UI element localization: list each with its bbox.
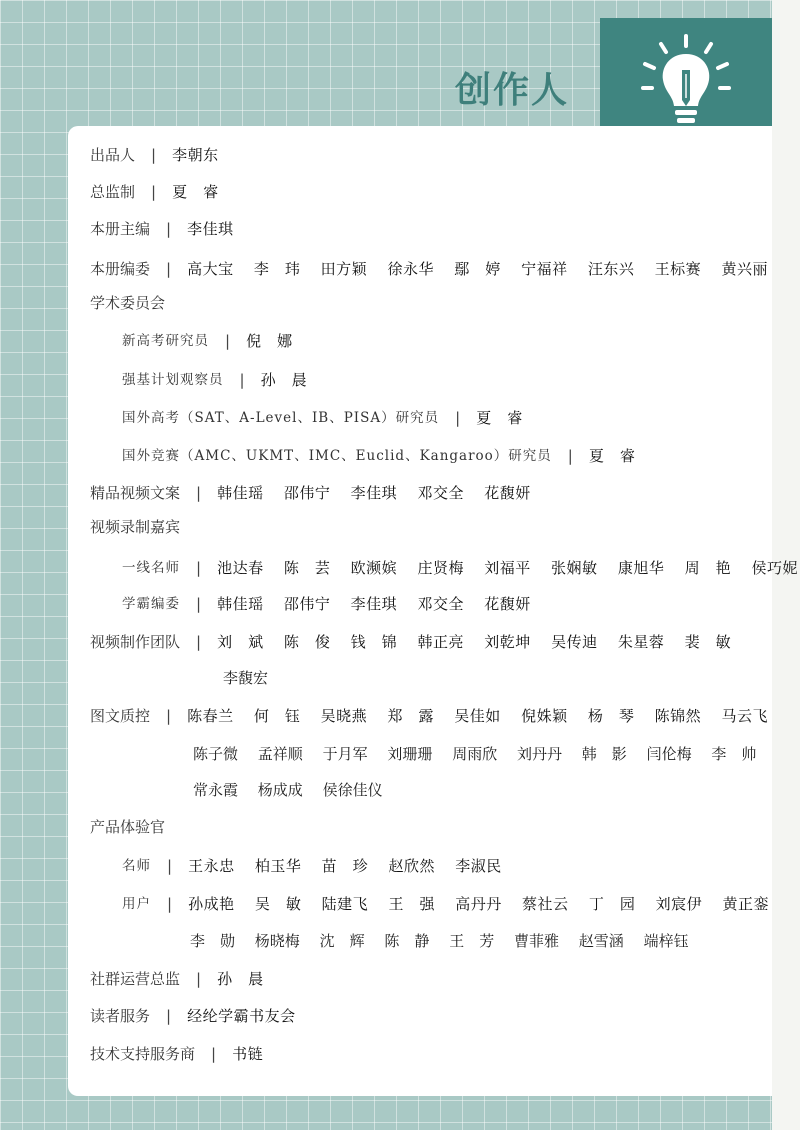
person-name: 杨成成 [257, 781, 303, 799]
person-name: 侯巧妮 [751, 559, 798, 577]
page-title: 创作人 [455, 70, 570, 111]
person-name: 孙成艳 [188, 895, 235, 913]
credit-value: 倪 娜 [246, 332, 293, 350]
person-name: 陈锦然 [654, 707, 702, 725]
person-name: 韩佳瑶 [217, 484, 264, 502]
person-name: 钱 锦 [350, 633, 398, 651]
separator: | [166, 1007, 172, 1025]
credit-product-testers [90, 816, 165, 838]
person-name: 杨晓梅 [254, 932, 300, 950]
credit-label: 出品人 [90, 146, 136, 164]
section-label: 产品体验官 [90, 818, 166, 836]
person-name: 倪姝颖 [521, 707, 568, 725]
credit-video-script [90, 482, 546, 504]
credit-value: 李佳琪 [187, 220, 234, 238]
separator: | [455, 409, 461, 427]
credit-label: 本册编委 [90, 260, 151, 278]
person-name: 陈子微 [193, 745, 239, 763]
credit-gaokao-researcher [122, 330, 293, 352]
person-name: 邓交全 [417, 484, 464, 502]
credit-top-teachers [122, 557, 800, 579]
person-name: 张娴敏 [551, 559, 598, 577]
credit-label: 一线名师 [122, 560, 180, 576]
credit-top-students [122, 593, 546, 615]
person-name: 花馥妍 [484, 484, 531, 502]
person-name: 裴 敏 [684, 633, 732, 651]
credit-tester-teachers [122, 855, 517, 877]
credit-label: 总监制 [90, 183, 136, 201]
person-name: 吴传迪 [551, 633, 598, 651]
person-name: 杨 琴 [587, 707, 635, 725]
credit-value: 经纶学霸书友会 [187, 1007, 296, 1025]
person-name: 高大宝 [187, 260, 234, 278]
credit-label: 视频制作团队 [90, 633, 181, 651]
separator: | [196, 484, 202, 502]
credit-tech-support [90, 1043, 263, 1065]
separator: | [196, 595, 202, 613]
name-list-continued [190, 930, 704, 952]
credit-value: 夏 睿 [476, 409, 523, 427]
person-name: 李 勋 [190, 932, 236, 950]
separator: | [196, 970, 202, 988]
person-name: 邵伟宁 [283, 484, 331, 502]
credit-label: 精品视频文案 [90, 484, 181, 502]
credit-supervisor [90, 181, 219, 203]
person-name: 花馥妍 [484, 595, 531, 613]
credit-value: 孙 晨 [217, 970, 264, 988]
separator: | [151, 183, 157, 201]
credit-value: 夏 睿 [588, 447, 636, 465]
credit-value: 夏 睿 [172, 183, 219, 201]
person-name: 邓交全 [417, 595, 464, 613]
name-list [188, 855, 517, 877]
section-label: 学术委员会 [90, 294, 166, 312]
person-name: 端梓钰 [643, 932, 689, 950]
person-name: 李佳琪 [350, 484, 398, 502]
separator: | [196, 559, 202, 577]
credit-community-director [90, 968, 264, 990]
name-list [217, 557, 800, 579]
person-name: 黄兴丽 [721, 260, 768, 278]
person-name: 徐永华 [387, 260, 434, 278]
name-list-continued [193, 743, 771, 765]
credit-tester-users [122, 893, 784, 915]
credit-producer [90, 144, 219, 166]
person-name: 苗 珍 [321, 857, 369, 875]
person-name: 李 帅 [711, 745, 757, 763]
separator: | [239, 371, 245, 389]
separator: | [225, 332, 231, 350]
separator: | [211, 1045, 217, 1063]
person-name: 刘丹丹 [516, 745, 562, 763]
person-name: 韩佳瑶 [217, 595, 264, 613]
name-list-continued [193, 779, 398, 801]
credit-label: 图文质控 [90, 707, 151, 725]
person-name: 高丹丹 [455, 895, 502, 913]
separator: | [167, 895, 173, 913]
separator: | [167, 857, 173, 875]
person-name: 刘珊珊 [387, 745, 433, 763]
person-name: 陈春兰 [187, 707, 234, 725]
credit-label: 技术支持服务商 [90, 1045, 196, 1063]
person-name: 康旭华 [617, 559, 665, 577]
separator: | [196, 633, 202, 651]
credit-video-guests [90, 516, 180, 538]
credit-quality-control [90, 705, 783, 727]
person-name: 李佳琪 [350, 595, 398, 613]
name-list [188, 893, 784, 915]
person-name: 汪东兴 [587, 260, 635, 278]
credit-label: 新高考研究员 [122, 333, 209, 349]
separator: | [151, 146, 157, 164]
lightbulb-pencil-icon [621, 30, 751, 134]
person-name: 欧濒嫔 [350, 559, 398, 577]
person-name: 闫伦梅 [646, 745, 692, 763]
credit-value: 李朝东 [172, 146, 219, 164]
credit-foreign-exam-researcher [122, 407, 523, 429]
separator: | [166, 707, 172, 725]
person-name: 刘宸伊 [655, 895, 703, 913]
person-name: 周雨欣 [452, 745, 498, 763]
person-name: 何 钰 [253, 707, 301, 725]
name-list [217, 631, 746, 653]
person-name: 王 强 [388, 895, 435, 913]
person-name: 沈 辉 [319, 932, 365, 950]
person-name: 常永霞 [193, 781, 239, 799]
credit-editorial-board [90, 258, 783, 280]
person-name: 王标赛 [654, 260, 702, 278]
separator: | [567, 447, 573, 465]
person-name: 黄正銮 [722, 895, 769, 913]
person-name: 曹菲雅 [513, 932, 559, 950]
credit-chief-editor [90, 218, 234, 240]
person-name: 侯徐佳仪 [322, 781, 383, 799]
person-name: 王永忠 [188, 857, 235, 875]
person-name: 邵伟宁 [283, 595, 331, 613]
separator: | [166, 260, 172, 278]
person-name: 于月军 [322, 745, 368, 763]
person-name: 李 玮 [253, 260, 301, 278]
person-name: 李淑民 [455, 857, 502, 875]
person-name: 吴佳如 [454, 707, 501, 725]
name-list-continued [223, 667, 283, 689]
person-name: 柏玉华 [254, 857, 302, 875]
person-name: 庄贤梅 [417, 559, 464, 577]
credit-strong-base-observer [122, 369, 307, 391]
person-name: 刘 斌 [217, 633, 264, 651]
credit-value: 书链 [232, 1045, 264, 1063]
name-list [187, 258, 783, 280]
credit-label: 本册主编 [90, 220, 151, 238]
person-name: 池达春 [217, 559, 264, 577]
person-name: 朱星蓉 [617, 633, 665, 651]
credit-reader-service [90, 1005, 296, 1027]
person-name: 刘乾坤 [484, 633, 531, 651]
person-name: 鄢 婷 [454, 260, 501, 278]
person-name: 丁 园 [588, 895, 636, 913]
person-name: 韩正亮 [417, 633, 464, 651]
credit-foreign-contest-researcher [122, 445, 635, 467]
credit-label: 国外高考（SAT、A-Level、IB、PISA）研究员 [122, 410, 440, 426]
name-list [217, 482, 546, 504]
person-name: 周 艳 [684, 559, 732, 577]
person-name: 韩 影 [581, 745, 627, 763]
name-list [217, 593, 546, 615]
person-name: 吴 敏 [254, 895, 302, 913]
credit-label: 强基计划观察员 [122, 372, 224, 388]
credit-label: 读者服务 [90, 1007, 151, 1025]
separator: | [166, 220, 172, 238]
person-name: 赵欣然 [388, 857, 435, 875]
credit-label: 国外竞赛（AMC、UKMT、IMC、Euclid、Kangaroo）研究员 [122, 448, 552, 464]
person-name: 吴晓燕 [320, 707, 368, 725]
person-name: 马云飞 [721, 707, 768, 725]
name-list [187, 705, 783, 727]
person-name: 陈 俊 [283, 633, 331, 651]
credit-video-team [90, 631, 746, 653]
person-name: 李馥宏 [223, 669, 269, 687]
credit-label: 用户 [122, 896, 151, 912]
person-name: 刘福平 [484, 559, 531, 577]
section-label: 视频录制嘉宾 [90, 518, 181, 536]
person-name: 蔡社云 [522, 895, 569, 913]
credit-label: 名师 [122, 858, 151, 874]
credit-label: 社群运营总监 [90, 970, 181, 988]
person-name: 郑 露 [387, 707, 434, 725]
credit-label: 学霸编委 [122, 596, 180, 612]
person-name: 宁福祥 [521, 260, 568, 278]
person-name: 陆建飞 [321, 895, 369, 913]
person-name: 王 芳 [449, 932, 495, 950]
person-name: 孟祥顺 [257, 745, 303, 763]
person-name: 赵雪涵 [578, 932, 624, 950]
credit-academic-committee [90, 292, 165, 314]
person-name: 陈 静 [384, 932, 430, 950]
credit-value: 孙 晨 [260, 371, 308, 389]
person-name: 陈 芸 [283, 559, 331, 577]
person-name: 田方颖 [320, 260, 368, 278]
